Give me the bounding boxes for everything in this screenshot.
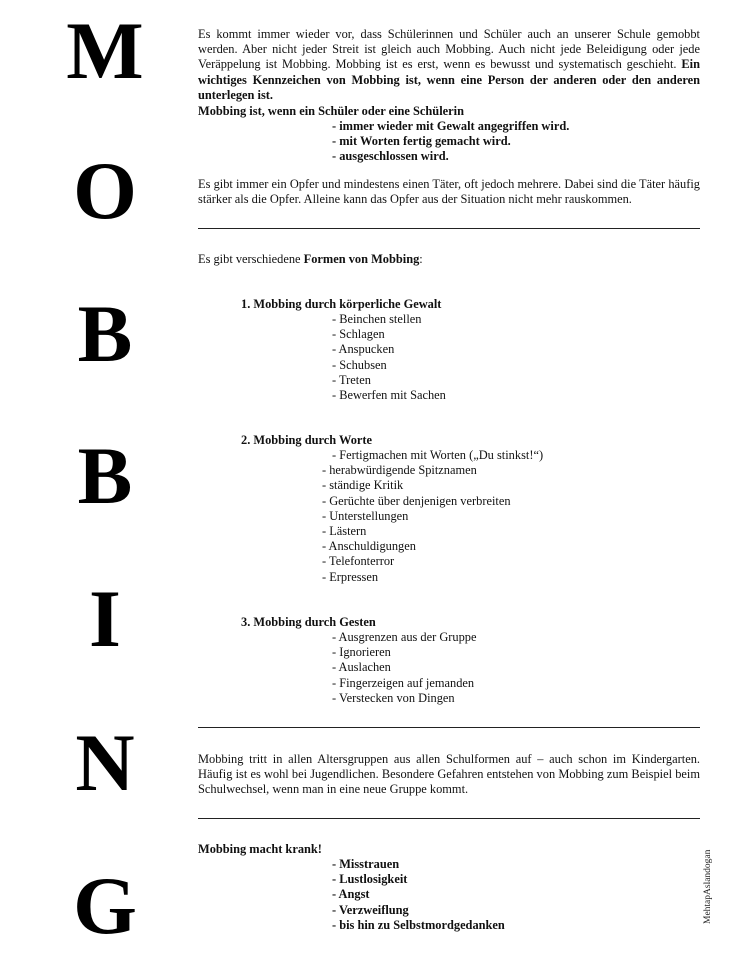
definition-list: [332, 119, 569, 165]
list-item: - Beinchen stellen: [332, 312, 422, 326]
list-item: - Unterstellungen: [322, 508, 409, 523]
list-item: - bis hin zu Selbstmordgedanken: [332, 917, 505, 932]
intro-paragraph: [198, 27, 700, 103]
definition-item: - immer wieder mit Gewalt angegriffen wird.: [332, 119, 570, 133]
list-item: - Schubsen: [332, 357, 387, 372]
form-list-gestures: [332, 630, 477, 706]
intro-text: Es kommt immer wieder vor, dass Schülerinnen und Schüler auch an unserer Schule gemobbt werden. Aber nicht jeder Streit ist gleich auch Mobbing. Auch nicht jede Beleidigung oder jede Veräppelung ist Mobbing. Mobbing ist es erst, wenn es bewusst und systematisch geschieht.: [198, 27, 700, 72]
side-letter-m: M: [66, 5, 144, 96]
list-item: - ständige Kritik: [322, 478, 404, 493]
form-list-physical: [332, 312, 446, 403]
list-item: - Anspucken: [332, 342, 395, 357]
divider: [198, 727, 700, 728]
list-item: - Erpressen: [322, 569, 379, 584]
intro-bold-text: Ein wichtiges Kennzeichen von Mobbing ist, wenn eine Person der anderen oder den anderen unterlegen ist.: [198, 57, 700, 102]
consequences-list: [332, 857, 505, 933]
side-letter-b2: B: [77, 430, 133, 521]
list-item: - Lästern: [322, 524, 367, 539]
list-item: - Verzweiflung: [332, 902, 409, 917]
list-item: - Anschuldigungen: [322, 539, 416, 554]
list-item: - Ignorieren: [332, 645, 391, 660]
side-letter-b1: B: [77, 288, 133, 379]
definition-heading: Mobbing ist, wenn ein Schüler oder eine Schülerin: [198, 104, 464, 118]
forms-intro: [198, 252, 423, 267]
definition-item: - ausgeschlossen wird.: [332, 149, 449, 164]
author-credit: MehtapAslandogan: [703, 849, 713, 924]
list-item: - Auslachen: [332, 660, 391, 675]
victim-paragraph: Es gibt immer ein Opfer und mindestens einen Täter, oft jedoch mehrere. Dabei sind die Täter häufig stärker als die Opfer. Alleine kann das Opfer aus der Situation nicht mehr rauskommen.: [198, 177, 700, 207]
list-item: - Telefonterror: [322, 554, 395, 569]
list-item: - Gerüchte über denjenigen verbreiten: [322, 493, 511, 508]
divider: [198, 228, 700, 229]
list-item: - Fingerzeigen auf jemanden: [332, 675, 475, 690]
form-title-words: 2. Mobbing durch Worte: [241, 433, 373, 447]
list-item: - Misstrauen: [332, 857, 400, 871]
forms-intro-prefix: Es gibt verschiedene: [198, 252, 304, 266]
list-item: - Ausgrenzen aus der Gruppe: [332, 630, 477, 644]
side-letter-g: G: [73, 860, 137, 951]
list-item: - Fertigmachen mit Worten („Du stinkst!“): [332, 448, 544, 462]
forms-intro-suffix: :: [419, 252, 423, 266]
list-item: - Bewerfen mit Sachen: [332, 388, 446, 403]
forms-intro-bold: Formen von Mobbing: [303, 252, 420, 266]
divider: [198, 818, 700, 819]
form-title-gestures: 3. Mobbing durch Gesten: [241, 615, 376, 629]
form-list-words: [322, 448, 543, 585]
side-letter-n: N: [75, 717, 135, 808]
list-item: - Lustlosigkeit: [332, 872, 408, 887]
consequences-heading: Mobbing macht krank!: [198, 842, 322, 856]
list-item: - Angst: [332, 887, 370, 902]
definition-item: - mit Worten fertig gemacht wird.: [332, 134, 511, 149]
list-item: - herabwürdigende Spitznamen: [322, 463, 477, 478]
age-paragraph: Mobbing tritt in allen Altersgruppen aus allen Schulformen auf – auch schon im Kindergarten. Häufig ist es wohl bei Jugendlichen. Besondere Gefahren entstehen von Mobbing zum Beispiel beim Schulwechsel, wenn man in eine neue Gruppe kommt.: [198, 752, 700, 797]
list-item: - Schlagen: [332, 327, 385, 342]
list-item: - Verstecken von Dingen: [332, 690, 455, 705]
list-item: - Treten: [332, 372, 371, 387]
side-letter-i: I: [89, 573, 121, 664]
form-title-physical: 1. Mobbing durch körperliche Gewalt: [241, 297, 442, 311]
side-letter-o: O: [73, 145, 137, 236]
